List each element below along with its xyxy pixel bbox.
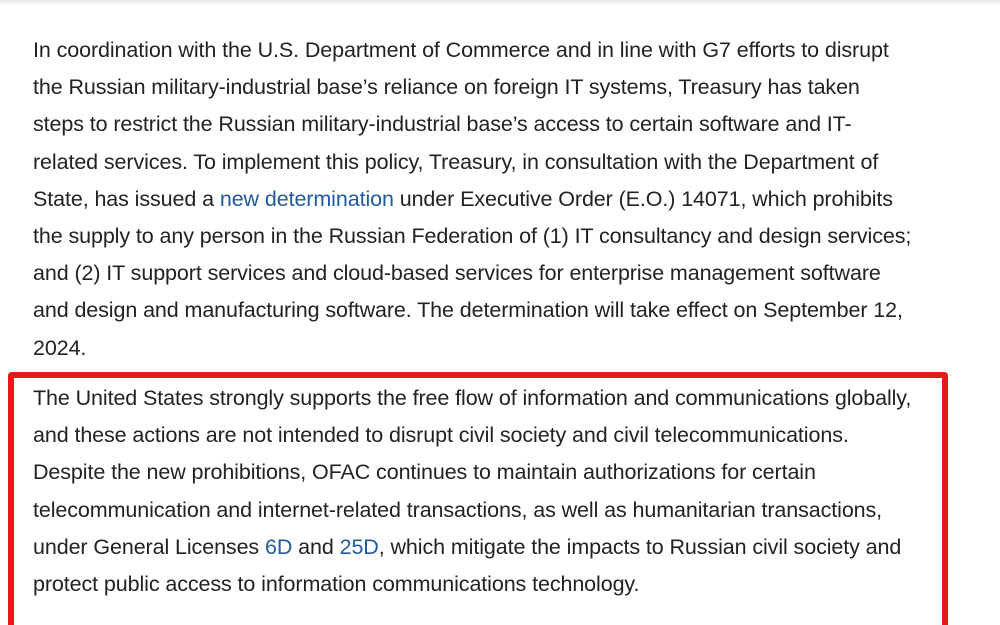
paragraph-civil-society-licenses [33, 380, 913, 603]
paragraph-text: , which mitigate the impacts to Russian civil society and protect public access to information communications technology. [33, 534, 902, 597]
new-determination-link[interactable]: new determination [219, 186, 394, 211]
paragraph-text: under Executive Order (E.O.) 14071, which prohibits the supply to any person in the Russian Federation of (1) IT consultancy and design services; and (2) IT support services and cloud-based services for enterprise management software and design and manufacturing software. The determination will take effect on September 12, 2024. [33, 186, 912, 360]
paragraph-text: and [292, 534, 340, 559]
paragraph-text: The United States strongly supports the free flow of information and communications globally, and these actions are not intended to disrupt civil society and civil telecommunications. Despite the new prohibitions, OFAC continues to maintain authorizations for certain telecommunication and internet-related transactions, as well as humanitarian transactions, under General Licenses [33, 386, 912, 559]
top-edge-shadow [0, 0, 1000, 6]
general-license-25d-link[interactable]: 25D [339, 534, 379, 559]
paragraph-it-services-determination [33, 32, 913, 367]
general-license-6d-link[interactable]: 6D [264, 534, 293, 559]
paragraph-text: In coordination with the U.S. Department of Commerce and in line with G7 efforts to disrupt the Russian military-industrial base’s reliance on foreign IT systems, Treasury has taken steps to restrict the Russian military-industrial base’s access to certain software and IT-related services. To implement this policy, Treasury, in consultation with the Department of State, has issued a [33, 38, 889, 211]
